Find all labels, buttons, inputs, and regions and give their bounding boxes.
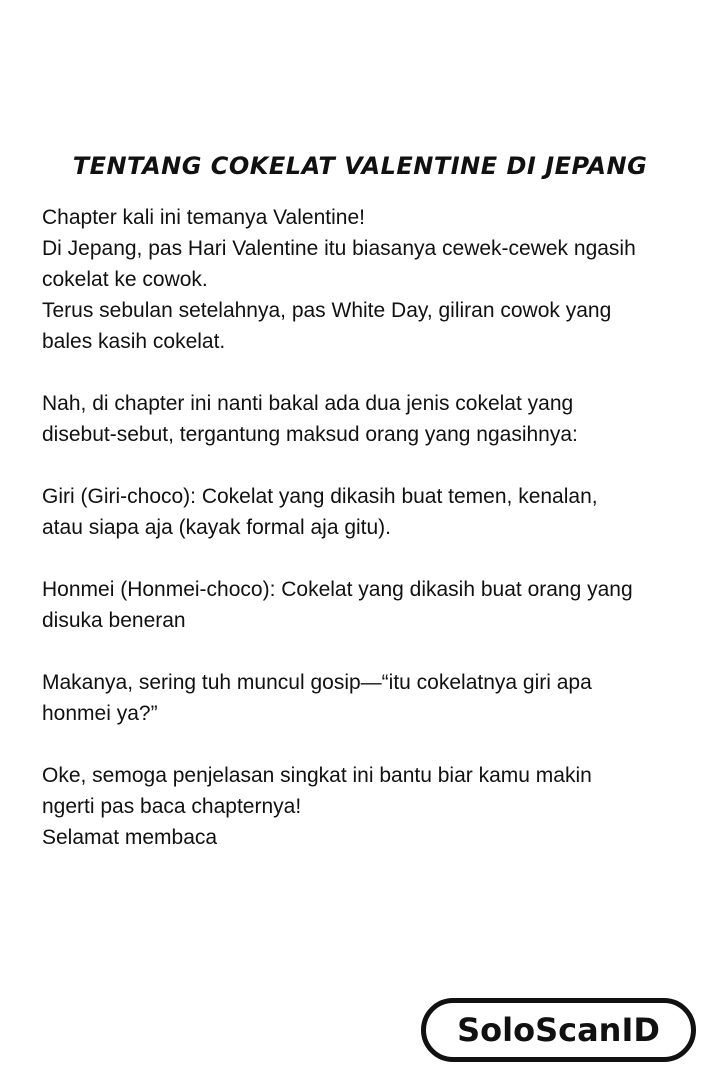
text-line: bales kasih cokelat. xyxy=(42,330,226,353)
text-line: disuka beneran xyxy=(42,609,186,632)
watermark-badge: SoloScanID xyxy=(421,998,696,1062)
text-line: Chapter kali ini temanya Valentine! xyxy=(42,206,365,229)
text-line: Nah, di chapter ini nanti bakal ada dua jenis cokelat yang xyxy=(42,392,574,415)
paragraph-giri xyxy=(42,481,682,543)
text-line: Di Jepang, pas Hari Valentine itu biasanya cewek-cewek ngasih xyxy=(42,237,636,260)
text-line: Selamat membaca xyxy=(42,826,218,849)
paragraph-gossip xyxy=(42,667,682,729)
text-line: honmei ya?” xyxy=(42,702,158,725)
text-line: atau siapa aja (kayak formal aja gitu). xyxy=(42,516,392,539)
text-line: Oke, semoga penjelasan singkat ini bantu biar kamu makin xyxy=(42,764,592,787)
text-line: disebut-sebut, tergantung maksud orang yang ngasihnya: xyxy=(42,423,578,446)
paragraph-closing xyxy=(42,760,682,853)
text-line: Giri (Giri-choco): Cokelat yang dikasih buat temen, kenalan, xyxy=(42,485,598,508)
body-text xyxy=(42,202,682,853)
text-line: Makanya, sering tuh muncul gosip—“itu cokelatnya giri apa xyxy=(42,671,592,694)
paragraph-honmei xyxy=(42,574,682,636)
paragraph-intro xyxy=(42,202,682,357)
text-line: Terus sebulan setelahnya, pas White Day, giliran cowok yang xyxy=(42,299,612,322)
text-line: ngerti pas baca chapternya! xyxy=(42,795,302,818)
text-line: Honmei (Honmei-choco): Cokelat yang dikasih buat orang yang xyxy=(42,578,633,601)
paragraph-types xyxy=(42,388,682,450)
text-line: cokelat ke cowok. xyxy=(42,268,208,291)
page-title: TENTANG COKELAT VALENTINE DI JEPANG xyxy=(72,152,648,180)
